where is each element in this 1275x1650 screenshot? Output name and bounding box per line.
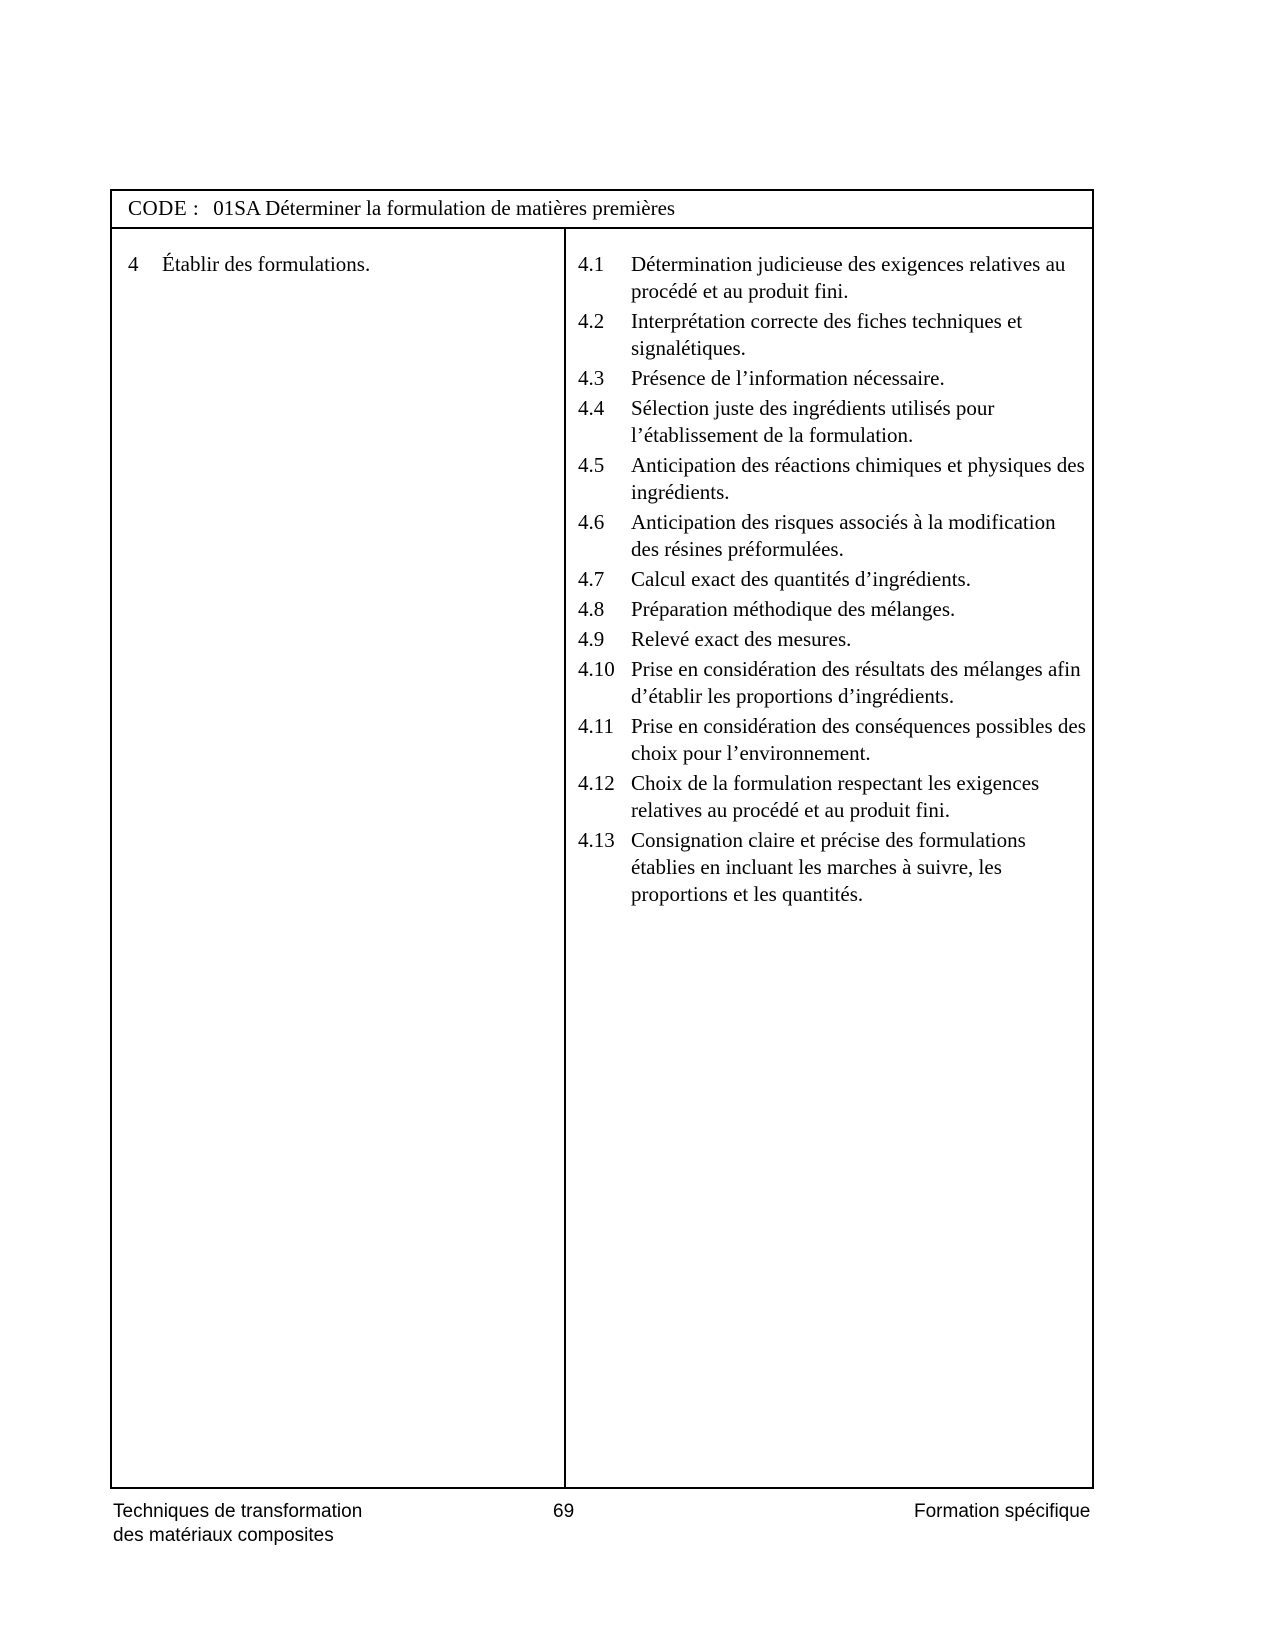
footer-program-line1: Techniques de transformation (113, 1501, 363, 1522)
criterion-item (578, 251, 1088, 305)
criterion-number: 4.10 (578, 657, 615, 681)
criterion-text: Préparation méthodique des mélanges. (631, 597, 956, 621)
column-divider (564, 227, 566, 1489)
footer-program (113, 1500, 362, 1548)
criterion-item (578, 827, 1088, 908)
element-number: 4 (128, 252, 139, 276)
criterion-item (578, 395, 1088, 449)
criterion-item (578, 713, 1088, 767)
criterion-text: Relevé exact des mesures. (631, 627, 852, 651)
code-header (112, 191, 1092, 229)
criterion-number: 4.9 (578, 627, 605, 651)
criterion-item (578, 452, 1088, 506)
criterion-item (578, 509, 1088, 563)
criterion-number: 4.1 (578, 252, 605, 276)
criterion-item (578, 365, 1088, 392)
element-label: Établir des formulations. (162, 252, 371, 276)
criterion-text: Interprétation correcte des fiches techniques et signalétiques. (631, 309, 1023, 360)
criterion-text: Anticipation des risques associés à la modification des résines préformulées. (631, 510, 1056, 561)
criterion-number: 4.11 (578, 714, 614, 738)
criterion-text: Prise en considération des résultats des mélanges afin d’établir les proportions d’ingrédients. (631, 657, 1081, 708)
criterion-item (578, 596, 1088, 623)
criterion-number: 4.8 (578, 597, 605, 621)
criterion-item (578, 770, 1088, 824)
competency-table (110, 189, 1094, 1489)
criterion-number: 4.13 (578, 828, 615, 852)
criterion-text: Détermination judicieuse des exigences relatives au procédé et au produit fini. (631, 252, 1066, 303)
criterion-text: Anticipation des réactions chimiques et physiques des ingrédients. (631, 453, 1085, 504)
criterion-number: 4.2 (578, 309, 605, 333)
criterion-item (578, 626, 1088, 653)
code-title: 01SA Déterminer la formulation de matières premières (213, 196, 676, 220)
criterion-number: 4.4 (578, 396, 605, 420)
criterion-item (578, 566, 1088, 593)
criterion-text: Consignation claire et précise des formulations établies en incluant les marches à suivre, les proportions et les quantités. (631, 828, 1026, 906)
footer-section: Formation spécifique (914, 1501, 1091, 1522)
criterion-text: Prise en considération des conséquences possibles des choix pour l’environnement. (631, 714, 1086, 765)
footer-program-line2: des matériaux composites (113, 1525, 334, 1546)
criterion-text: Sélection juste des ingrédients utilisés pour l’établissement de la formulation. (631, 396, 995, 447)
criterion-text: Choix de la formulation respectant les exigences relatives au procédé et au produit fini. (631, 771, 1040, 822)
criterion-text: Calcul exact des quantités d’ingrédients. (631, 567, 971, 591)
page-number: 69 (553, 1501, 575, 1522)
criterion-number: 4.3 (578, 366, 605, 390)
criterion-text: Présence de l’information nécessaire. (631, 366, 945, 390)
criteria-list (578, 251, 1088, 911)
code-label: CODE : (128, 196, 200, 220)
criterion-number: 4.5 (578, 453, 605, 477)
criterion-number: 4.6 (578, 510, 605, 534)
criterion-number: 4.12 (578, 771, 615, 795)
element-cell (128, 251, 370, 277)
criterion-item (578, 656, 1088, 710)
criterion-item (578, 308, 1088, 362)
criterion-number: 4.7 (578, 567, 605, 591)
